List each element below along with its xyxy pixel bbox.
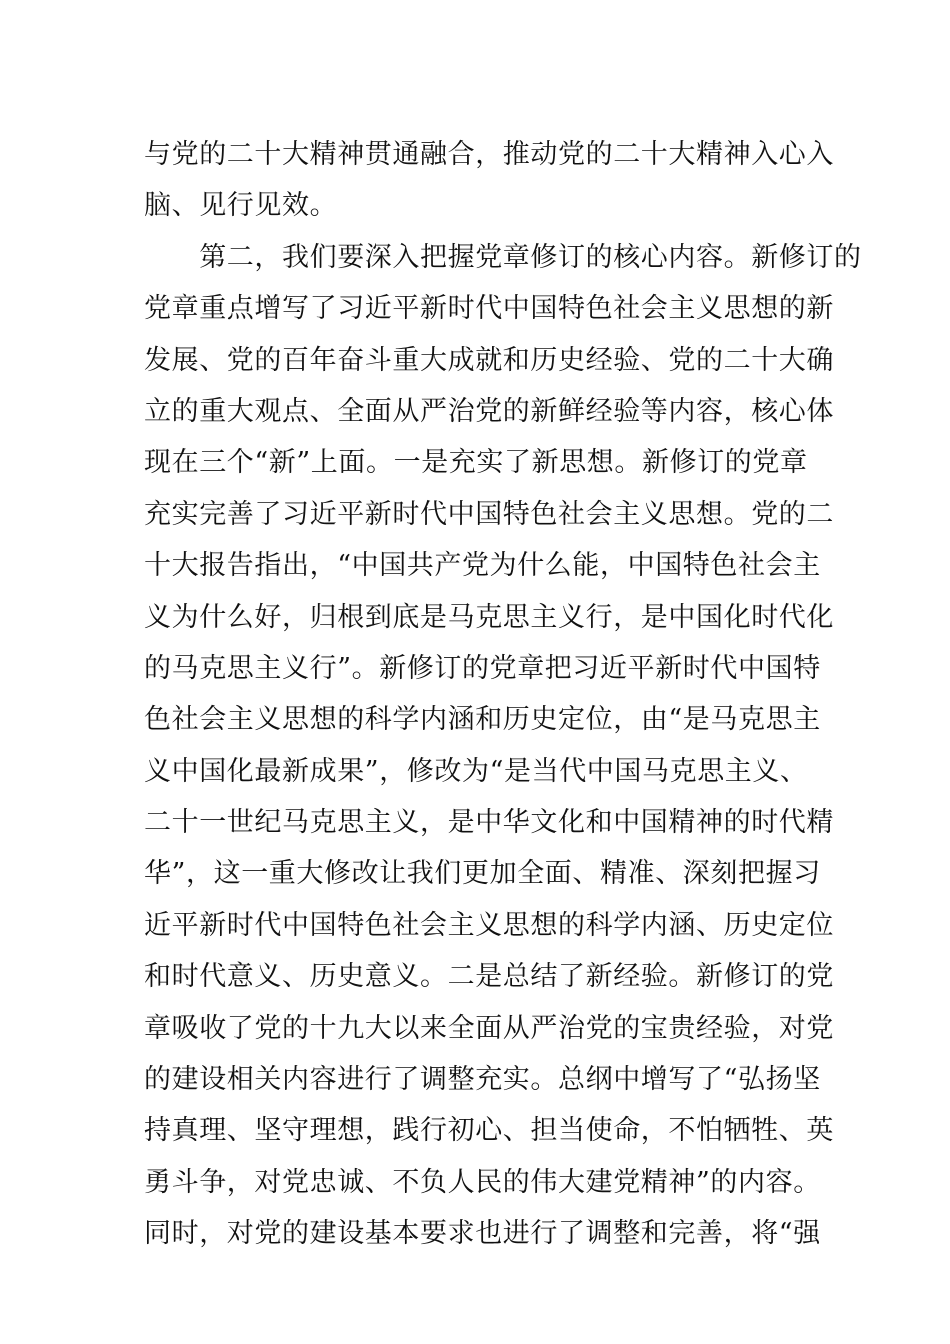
- text-line: 的马克思主义行”。新修订的党章把习近平新时代中国特: [144, 652, 821, 684]
- text-line: 发展、党的百年奋斗重大成就和历史经验、党的二十大确: [144, 344, 834, 376]
- text-line: 持真理、坚守理想，践行初心、担当使命，不怕牺牲、英: [144, 1115, 834, 1147]
- text-line: 立的重大观点、全面从严治党的新鲜经验等内容，核心体: [144, 395, 834, 427]
- text-line: 现在三个“新”上面。一是充实了新思想。新修订的党章: [144, 447, 808, 479]
- text-line: 脑、见行见效。: [144, 190, 338, 222]
- text-line: 和时代意义、历史意义。二是总结了新经验。新修订的党: [144, 961, 834, 993]
- text-line: 章吸收了党的十九大以来全面从严治党的宝贵经验，对党: [144, 1012, 834, 1044]
- text-line: 第二，我们要深入把握党章修订的核心内容。新修订的: [144, 241, 862, 273]
- text-line: 的建设相关内容进行了调整充实。总纲中增写了“弘扬坚: [144, 1064, 821, 1096]
- body-text: [144, 129, 862, 1260]
- text-line: 义中国化最新成果”，修改为“是当代中国马克思主义、: [144, 755, 808, 787]
- text-line: 近平新时代中国特色社会主义思想的科学内涵、历史定位: [144, 909, 834, 941]
- text-line: 义为什么好，归根到底是马克思主义行，是中国化时代化: [144, 601, 834, 633]
- text-line: 同时，对党的建设基本要求也进行了调整和完善，将“强: [144, 1218, 821, 1250]
- text-line: 二十一世纪马克思主义，是中华文化和中国精神的时代精: [144, 807, 834, 839]
- text-line: 党章重点增写了习近平新时代中国特色社会主义思想的新: [144, 293, 834, 325]
- text-line: 十大报告指出，“中国共产党为什么能，中国特色社会主: [144, 550, 821, 582]
- text-line: 华”，这一重大修改让我们更加全面、精准、深刻把握习: [144, 858, 821, 890]
- text-line: 与党的二十大精神贯通融合，推动党的二十大精神入心入: [144, 139, 834, 170]
- text-line: 勇斗争，对党忠诚、不负人民的伟大建党精神”的内容。: [144, 1166, 821, 1198]
- text-line: 充实完善了习近平新时代中国特色社会主义思想。党的二: [144, 498, 834, 530]
- text-line: 色社会主义思想的科学内涵和历史定位，由“是马克思主: [144, 704, 821, 736]
